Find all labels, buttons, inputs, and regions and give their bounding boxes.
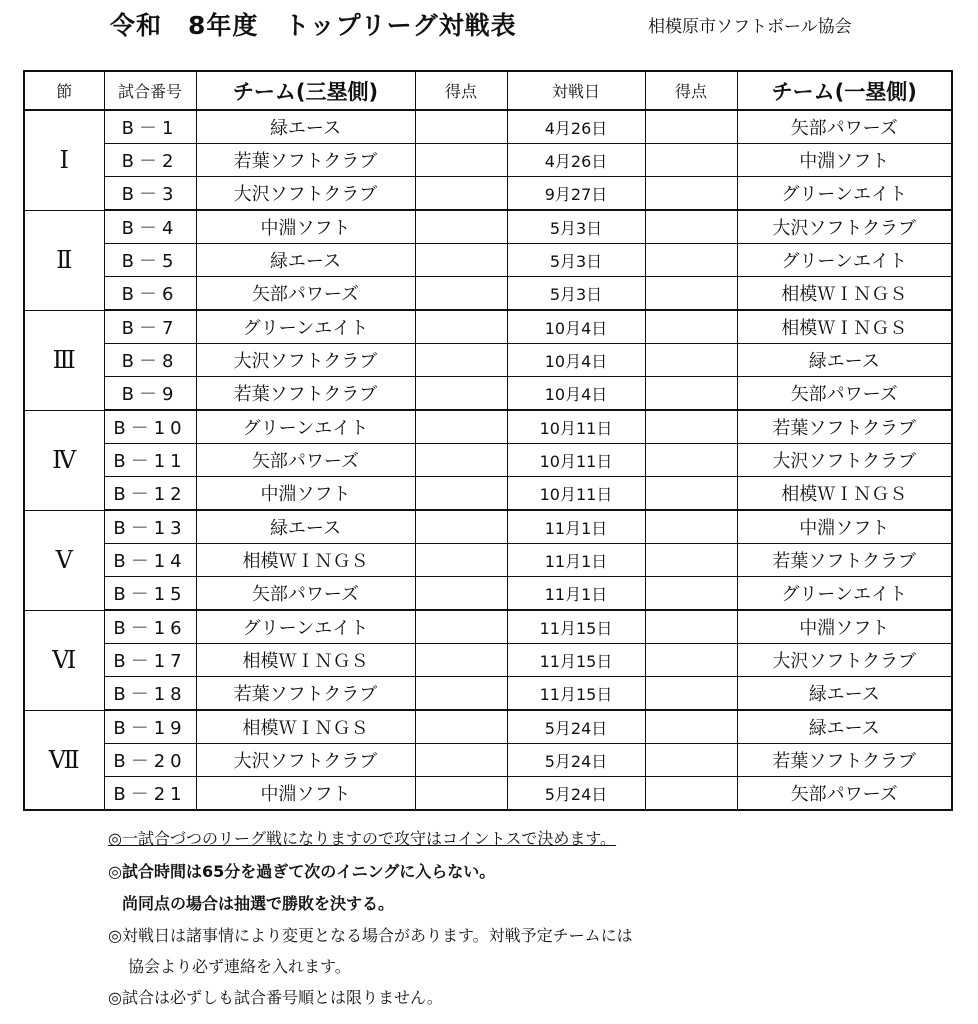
- team-first-base: グリーンエイト: [737, 177, 952, 211]
- section-label: Ⅳ: [24, 410, 104, 510]
- game-number: B－21: [104, 777, 196, 811]
- score-cell: [415, 177, 507, 211]
- game-number: B－6: [104, 277, 196, 311]
- score-cell: [645, 377, 737, 411]
- game-number: B－8: [104, 344, 196, 377]
- match-date: 5月3日: [507, 244, 645, 277]
- table-row: [24, 310, 952, 344]
- section-label: Ⅰ: [24, 110, 104, 210]
- match-date: 11月1日: [507, 510, 645, 544]
- team-third-base: 中淵ソフト: [196, 777, 415, 811]
- score-cell: [415, 710, 507, 744]
- match-date: 5月3日: [507, 210, 645, 244]
- match-date: 5月24日: [507, 710, 645, 744]
- notes-section: [108, 822, 868, 1014]
- team-third-base: 大沢ソフトクラブ: [196, 344, 415, 377]
- score-cell: [645, 577, 737, 611]
- note-time-limit: ◎試合時間は65分を過ぎて次のイニングに入らない。: [108, 862, 496, 881]
- match-date: 11月1日: [507, 544, 645, 577]
- table-row: [24, 477, 952, 511]
- match-date: 5月24日: [507, 744, 645, 777]
- header-team-first: チーム(一塁側): [737, 71, 952, 110]
- table-row: [24, 344, 952, 377]
- game-number: B－17: [104, 644, 196, 677]
- score-cell: [415, 577, 507, 611]
- match-date: 10月11日: [507, 477, 645, 511]
- header-score-right: 得点: [645, 71, 737, 110]
- team-first-base: 相模ＷＩＮＧＳ: [737, 477, 952, 511]
- team-third-base: 緑エース: [196, 110, 415, 144]
- match-date: 9月27日: [507, 177, 645, 211]
- score-cell: [645, 510, 737, 544]
- team-first-base: 矢部パワーズ: [737, 110, 952, 144]
- score-cell: [645, 344, 737, 377]
- table-row: [24, 144, 952, 177]
- game-number: B－4: [104, 210, 196, 244]
- team-first-base: 矢部パワーズ: [737, 377, 952, 411]
- note-coin-toss-text: ◎一試合づつのリーグ戦になりますので攻守はコイントスで決めます。: [108, 829, 617, 848]
- note-contact: 協会より必ず連絡を入れます。: [128, 957, 351, 976]
- team-first-base: 緑エース: [737, 710, 952, 744]
- score-cell: [645, 544, 737, 577]
- score-cell: [415, 310, 507, 344]
- team-first-base: 若葉ソフトクラブ: [737, 744, 952, 777]
- table-row: [24, 177, 952, 211]
- match-date: 4月26日: [507, 144, 645, 177]
- score-cell: [645, 777, 737, 811]
- team-third-base: 緑エース: [196, 510, 415, 544]
- game-number: B－18: [104, 677, 196, 711]
- team-first-base: 矢部パワーズ: [737, 777, 952, 811]
- table-row: [24, 377, 952, 411]
- score-cell: [645, 677, 737, 711]
- team-third-base: グリーンエイト: [196, 610, 415, 644]
- match-date: 10月4日: [507, 310, 645, 344]
- team-third-base: グリーンエイト: [196, 410, 415, 444]
- section-label: Ⅱ: [24, 210, 104, 310]
- team-first-base: 相模ＷＩＮＧＳ: [737, 277, 952, 311]
- team-first-base: 大沢ソフトクラブ: [737, 210, 952, 244]
- match-date: 4月26日: [507, 110, 645, 144]
- game-number: B－16: [104, 610, 196, 644]
- score-cell: [645, 410, 737, 444]
- note-tie-lottery: 尚同点の場合は抽選で勝敗を決する。: [122, 894, 395, 913]
- score-cell: [645, 744, 737, 777]
- game-number: B－13: [104, 510, 196, 544]
- note-game-order: ◎試合は必ずしも試合番号順とは限りません。: [108, 988, 443, 1007]
- section-label: Ⅶ: [24, 710, 104, 810]
- match-date: 11月15日: [507, 610, 645, 644]
- score-cell: [415, 777, 507, 811]
- table-row: [24, 644, 952, 677]
- game-number: B－9: [104, 377, 196, 411]
- table-row: [24, 410, 952, 444]
- game-number: B－19: [104, 710, 196, 744]
- score-cell: [415, 444, 507, 477]
- score-cell: [415, 244, 507, 277]
- score-cell: [415, 277, 507, 311]
- score-cell: [415, 144, 507, 177]
- header-row: [24, 71, 952, 110]
- match-date: 10月4日: [507, 344, 645, 377]
- team-third-base: 矢部パワーズ: [196, 577, 415, 611]
- score-cell: [645, 710, 737, 744]
- score-cell: [415, 744, 507, 777]
- table-row: [24, 610, 952, 644]
- team-third-base: 相模ＷＩＮＧＳ: [196, 644, 415, 677]
- organization-name: 相模原市ソフトボール協会: [648, 17, 852, 37]
- score-cell: [415, 610, 507, 644]
- team-third-base: グリーンエイト: [196, 310, 415, 344]
- score-cell: [415, 644, 507, 677]
- schedule-table: [23, 70, 953, 811]
- match-date: 11月15日: [507, 677, 645, 711]
- game-number: B－2: [104, 144, 196, 177]
- team-third-base: 緑エース: [196, 244, 415, 277]
- team-third-base: 若葉ソフトクラブ: [196, 377, 415, 411]
- match-date: 10月11日: [507, 444, 645, 477]
- score-cell: [645, 444, 737, 477]
- team-third-base: 相模ＷＩＮＧＳ: [196, 544, 415, 577]
- score-cell: [645, 144, 737, 177]
- game-number: B－10: [104, 410, 196, 444]
- header-game-no: 試合番号: [104, 71, 196, 110]
- header-score-left: 得点: [415, 71, 507, 110]
- section-label: Ⅵ: [24, 610, 104, 710]
- score-cell: [415, 210, 507, 244]
- team-first-base: グリーンエイト: [737, 244, 952, 277]
- header-date: 対戦日: [507, 71, 645, 110]
- table-row: [24, 577, 952, 611]
- table-row: [24, 444, 952, 477]
- score-cell: [645, 610, 737, 644]
- score-cell: [645, 477, 737, 511]
- table-row: [24, 510, 952, 544]
- score-cell: [645, 310, 737, 344]
- game-number: B－3: [104, 177, 196, 211]
- game-number: B－12: [104, 477, 196, 511]
- team-third-base: 大沢ソフトクラブ: [196, 177, 415, 211]
- team-first-base: 中淵ソフト: [737, 144, 952, 177]
- team-third-base: 矢部パワーズ: [196, 444, 415, 477]
- table-row: [24, 110, 952, 144]
- team-first-base: 緑エース: [737, 677, 952, 711]
- score-cell: [645, 644, 737, 677]
- score-cell: [415, 677, 507, 711]
- team-first-base: 相模ＷＩＮＧＳ: [737, 310, 952, 344]
- team-first-base: 中淵ソフト: [737, 510, 952, 544]
- score-cell: [645, 277, 737, 311]
- score-cell: [415, 344, 507, 377]
- score-cell: [645, 177, 737, 211]
- score-cell: [415, 544, 507, 577]
- team-first-base: 中淵ソフト: [737, 610, 952, 644]
- game-number: B－11: [104, 444, 196, 477]
- team-first-base: 若葉ソフトクラブ: [737, 410, 952, 444]
- score-cell: [645, 210, 737, 244]
- team-first-base: 緑エース: [737, 344, 952, 377]
- game-number: B－14: [104, 544, 196, 577]
- table-row: [24, 744, 952, 777]
- note-date-change: ◎対戦日は諸事情により変更となる場合があります。対戦予定チームには: [108, 926, 633, 945]
- score-cell: [415, 477, 507, 511]
- team-third-base: 相模ＷＩＮＧＳ: [196, 710, 415, 744]
- game-number: B－20: [104, 744, 196, 777]
- team-first-base: 大沢ソフトクラブ: [737, 644, 952, 677]
- team-first-base: 大沢ソフトクラブ: [737, 444, 952, 477]
- team-third-base: 矢部パワーズ: [196, 277, 415, 311]
- team-third-base: 若葉ソフトクラブ: [196, 144, 415, 177]
- game-number: B－7: [104, 310, 196, 344]
- schedule-body: [24, 110, 952, 810]
- team-third-base: 若葉ソフトクラブ: [196, 677, 415, 711]
- page-title: 令和 8年度 トップリーグ対戦表: [110, 11, 517, 40]
- score-cell: [415, 110, 507, 144]
- match-date: 10月11日: [507, 410, 645, 444]
- game-number: B－1: [104, 110, 196, 144]
- table-row: [24, 544, 952, 577]
- match-date: 5月24日: [507, 777, 645, 811]
- header-section: 節: [24, 71, 104, 110]
- score-cell: [415, 410, 507, 444]
- match-date: 5月3日: [507, 277, 645, 311]
- game-number: B－5: [104, 244, 196, 277]
- section-label: Ⅴ: [24, 510, 104, 610]
- team-third-base: 大沢ソフトクラブ: [196, 744, 415, 777]
- table-row: [24, 277, 952, 311]
- team-third-base: 中淵ソフト: [196, 477, 415, 511]
- table-row: [24, 677, 952, 711]
- match-date: 10月4日: [507, 377, 645, 411]
- score-cell: [645, 244, 737, 277]
- game-number: B－15: [104, 577, 196, 611]
- header-team-third: チーム(三塁側): [196, 71, 415, 110]
- table-row: [24, 210, 952, 244]
- match-date: 11月15日: [507, 644, 645, 677]
- score-cell: [415, 377, 507, 411]
- team-first-base: 若葉ソフトクラブ: [737, 544, 952, 577]
- team-third-base: 中淵ソフト: [196, 210, 415, 244]
- table-row: [24, 244, 952, 277]
- match-date: 11月1日: [507, 577, 645, 611]
- table-row: [24, 777, 952, 811]
- score-cell: [415, 510, 507, 544]
- section-label: Ⅲ: [24, 310, 104, 410]
- score-cell: [645, 110, 737, 144]
- note-coin-toss: [108, 822, 868, 856]
- team-first-base: グリーンエイト: [737, 577, 952, 611]
- table-row: [24, 710, 952, 744]
